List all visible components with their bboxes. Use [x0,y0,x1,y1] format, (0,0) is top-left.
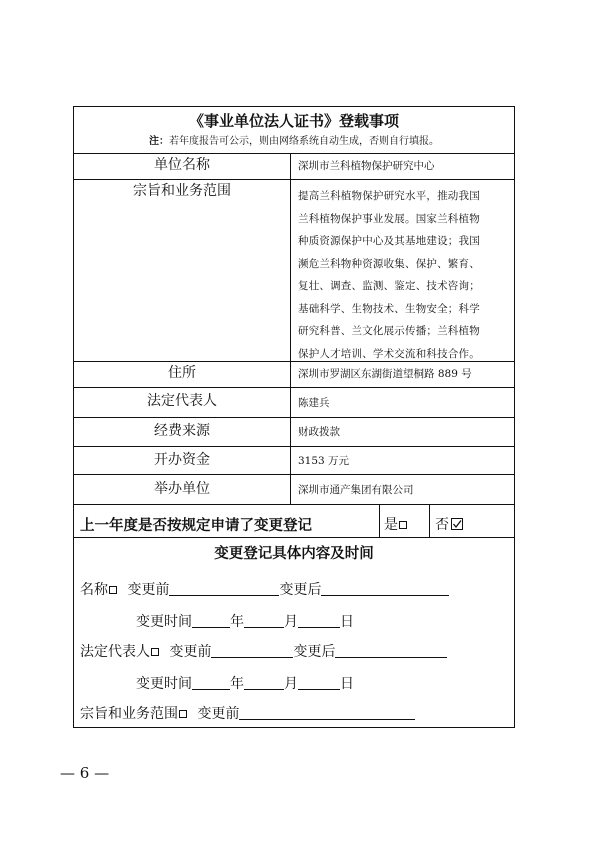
after-label: 变更后 [279,582,322,598]
sponsor-label: 举办单位 [154,481,210,497]
address-label: 住所 [168,365,196,381]
year-label: 年 [230,614,244,630]
option-yes[interactable] [384,514,407,534]
column-divider [290,153,291,504]
scope-line: 研究科普、兰文化展示传播；兰科植物 [298,325,480,337]
name-change-label: 名称 [80,582,108,598]
column-divider [429,504,430,537]
day-label: 日 [340,676,354,692]
name-change-time-row [136,613,354,629]
no-checkbox[interactable] [451,518,463,530]
option-no[interactable] [435,514,463,534]
month-label: 月 [284,676,298,692]
time-label: 变更时间 [136,614,192,630]
sponsor-value: 深圳市通产集团有限公司 [298,484,414,496]
legal-rep-change-checkbox[interactable] [151,648,159,656]
before-label: 变更前 [197,706,240,722]
form-title: 《事业单位法人证书》登载事项 [188,112,399,130]
month-label: 月 [284,614,298,630]
scope-line: 兰科植物保护事业发展。国家兰科植物 [298,212,480,225]
change-section-title: 变更登记具体内容及时间 [214,545,374,562]
divider [74,504,514,505]
day-field[interactable] [298,675,340,690]
legal-rep-change-time-row [136,675,354,691]
year-field[interactable] [192,675,230,690]
year-field[interactable] [192,613,230,628]
funding-source-label: 经费来源 [154,423,210,439]
divider [74,417,514,418]
column-divider [379,504,380,537]
page-number: — 6 — [60,764,110,782]
note-label: 注： [149,136,169,147]
legal-rep-change-row [80,643,447,659]
month-field[interactable] [244,675,284,690]
name-change-row [80,581,449,597]
scope-line: 保护人才培训、学术交流和科技合作。 [298,347,480,360]
divider [74,179,514,180]
divider [74,537,514,538]
legal-rep-before-field[interactable] [211,643,293,658]
scope-line: 复壮、调查、监测、鉴定、技术咨询； [298,280,480,292]
scope-change-checkbox[interactable] [179,710,187,718]
option-no-label: 否 [435,517,449,533]
name-before-field[interactable] [169,581,279,596]
unit-name-label: 单位名称 [154,157,210,173]
after-label: 变更后 [293,644,336,660]
scope-line: 基础科学、生物技术、生物安全；科学 [298,302,480,315]
divider [74,446,514,447]
capital-value: 3153 万元 [298,455,350,467]
month-field[interactable] [244,613,284,628]
day-label: 日 [340,614,354,630]
capital-label: 开办资金 [154,452,210,468]
checkmark-icon [452,519,462,529]
note-text: 若年度报告可公示，则由网络系统自动生成，否则自行填报。 [169,136,439,147]
registration-form [73,106,515,728]
divider [74,153,514,154]
scope-line: 提高兰科植物保护研究水平，推动我国 [298,190,480,202]
before-label: 变更前 [127,582,170,598]
scope-value [298,185,510,365]
legal-rep-value: 陈建兵 [298,397,330,409]
scope-change-row [80,705,415,721]
before-label: 变更前 [169,644,212,660]
scope-line: 濒危兰科物种资源收集、保护、繁育、 [298,257,480,270]
scope-label: 宗旨和业务范围 [133,183,231,199]
scope-before-field[interactable] [239,705,415,720]
form-note [74,137,514,147]
scope-line: 种质资源保护中心及其基地建设；我国 [298,235,480,247]
scope-change-label: 宗旨和业务范围 [80,706,178,722]
legal-rep-label: 法定代表人 [147,393,217,409]
legal-rep-change-label: 法定代表人 [80,644,150,660]
name-after-field[interactable] [321,581,449,596]
yes-checkbox[interactable] [399,521,407,529]
change-question: 上一年度是否按规定申请了变更登记 [80,517,312,534]
name-change-checkbox[interactable] [109,586,117,594]
divider [74,474,514,475]
address-value: 深圳市罗湖区东湖街道望桐路 889 号 [298,368,472,380]
option-yes-label: 是 [384,517,398,533]
legal-rep-after-field[interactable] [335,643,447,658]
day-field[interactable] [298,613,340,628]
year-label: 年 [230,676,244,692]
unit-name-value: 深圳市兰科植物保护研究中心 [298,160,435,172]
time-label: 变更时间 [136,676,192,692]
divider [74,387,514,388]
funding-source-value: 财政拨款 [298,426,340,438]
